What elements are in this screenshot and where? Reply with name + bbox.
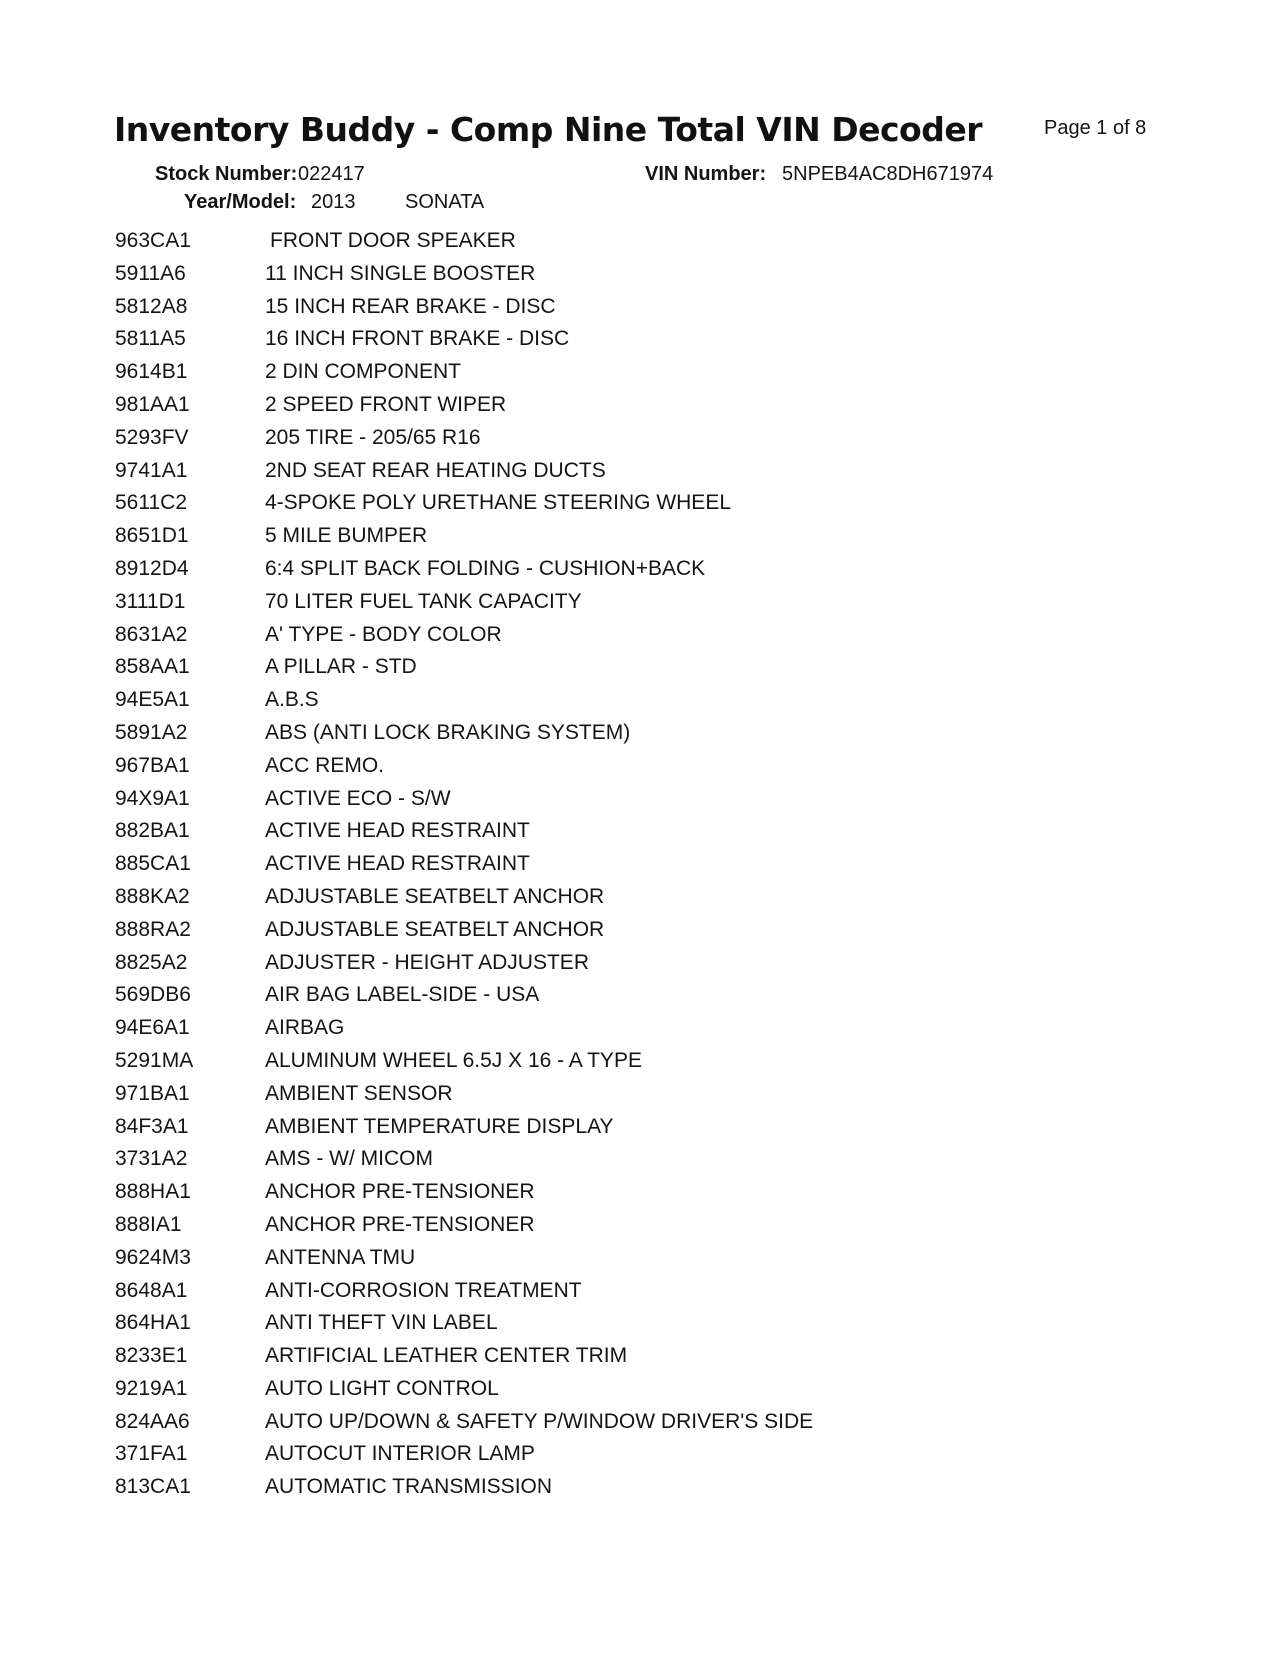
option-code: 882BA1 (115, 819, 190, 843)
option-description: ARTIFICIAL LEATHER CENTER TRIM (265, 1344, 628, 1368)
option-description: AUTO LIGHT CONTROL (265, 1376, 499, 1400)
option-description: AMBIENT SENSOR (265, 1081, 453, 1105)
option-code: 885CA1 (115, 852, 191, 876)
option-code: 5891A2 (115, 720, 188, 744)
stock-number-label: Stock Number: (155, 163, 298, 185)
option-description: AMS - W/ MICOM (265, 1147, 433, 1171)
option-code: 864HA1 (115, 1311, 191, 1335)
option-code: 963CA1 (115, 229, 191, 252)
option-code: 971BA1 (115, 1081, 190, 1105)
year-value: 2013 (311, 191, 356, 213)
option-code: 9219A1 (115, 1376, 188, 1400)
option-code: 813CA1 (115, 1475, 191, 1499)
option-code: 888IA1 (115, 1212, 182, 1236)
option-description: 11 INCH SINGLE BOOSTER (265, 261, 536, 285)
option-code: 8631A2 (115, 622, 188, 646)
option-code: 371FA1 (115, 1442, 188, 1466)
option-description: ANCHOR PRE-TENSIONER (265, 1180, 535, 1204)
option-code: 824AA6 (115, 1409, 190, 1433)
model-value: SONATA (405, 191, 485, 213)
option-code: 858AA1 (115, 655, 190, 679)
option-code: 5291MA (115, 1048, 194, 1072)
option-code: 569DB6 (115, 983, 191, 1007)
option-code: 888RA2 (115, 917, 191, 941)
option-code: 8912D4 (115, 556, 189, 580)
option-description: ABS (ANTI LOCK BRAKING SYSTEM) (265, 720, 631, 744)
option-code: 967BA1 (115, 753, 190, 777)
option-description: A' TYPE - BODY COLOR (265, 622, 502, 646)
option-description: A PILLAR - STD (265, 655, 417, 679)
option-code: 8648A1 (115, 1278, 188, 1302)
option-description: ACTIVE HEAD RESTRAINT (265, 819, 530, 843)
option-code: 8825A2 (115, 950, 188, 974)
option-code: 9741A1 (115, 458, 188, 482)
option-code: 5811A5 (115, 327, 186, 351)
option-description: 4-SPOKE POLY URETHANE STEERING WHEEL (265, 491, 731, 515)
option-code: 5812A8 (115, 294, 188, 318)
option-description: AUTO UP/DOWN & SAFETY P/WINDOW DRIVER'S SIDE (265, 1409, 814, 1433)
option-description: ANTENNA TMU (265, 1245, 416, 1269)
vin-number-value: 5NPEB4AC8DH671974 (782, 163, 994, 185)
option-description: AMBIENT TEMPERATURE DISPLAY (265, 1114, 614, 1138)
option-description: 2ND SEAT REAR HEATING DUCTS (265, 458, 606, 482)
option-description: AIRBAG (265, 1016, 345, 1040)
option-code: 8651D1 (115, 524, 189, 548)
option-description: ACC REMO. (265, 753, 385, 777)
option-description: 5 MILE BUMPER (265, 524, 428, 548)
option-code: 94E5A1 (115, 688, 190, 712)
option-code: 9624M3 (115, 1245, 191, 1269)
option-description: ANCHOR PRE-TENSIONER (265, 1212, 535, 1236)
option-description: ANTI THEFT VIN LABEL (265, 1311, 498, 1335)
option-description: ADJUSTER - HEIGHT ADJUSTER (265, 950, 589, 974)
option-description: 16 INCH FRONT BRAKE - DISC (265, 327, 570, 351)
year-model-label: Year/Model: (184, 191, 297, 213)
option-code: 5611C2 (115, 491, 188, 515)
option-description: ALUMINUM WHEEL 6.5J X 16 - A TYPE (265, 1048, 642, 1072)
option-description: ACTIVE HEAD RESTRAINT (265, 852, 530, 876)
option-description: AUTOMATIC TRANSMISSION (265, 1475, 553, 1499)
stock-number-value: 022417 (298, 163, 365, 185)
option-description: ANTI-CORROSION TREATMENT (265, 1278, 582, 1302)
page-number: Page 1 of 8 (1044, 117, 1147, 139)
option-description: AUTOCUT INTERIOR LAMP (265, 1442, 535, 1466)
option-description: 15 INCH REAR BRAKE - DISC (265, 294, 556, 318)
option-code: 5911A6 (115, 261, 186, 285)
option-description: 2 DIN COMPONENT (265, 360, 462, 384)
option-code: 5293FV (115, 425, 189, 449)
option-description: 70 LITER FUEL TANK CAPACITY (265, 589, 582, 613)
option-code: 3731A2 (115, 1147, 188, 1171)
option-description: FRONT DOOR SPEAKER (270, 229, 516, 252)
option-description: ADJUSTABLE SEATBELT ANCHOR (265, 917, 605, 941)
option-description: 6:4 SPLIT BACK FOLDING - CUSHION+BACK (265, 556, 706, 580)
option-description: A.B.S (265, 688, 319, 712)
option-code: 3111D1 (115, 589, 186, 613)
option-code: 888HA1 (115, 1180, 191, 1204)
document-title: Inventory Buddy - Comp Nine Total VIN Decoder (114, 110, 982, 149)
option-code: 94E6A1 (115, 1016, 190, 1040)
option-description: 2 SPEED FRONT WIPER (265, 392, 507, 416)
option-description: ACTIVE ECO - S/W (265, 786, 451, 810)
vin-number-label: VIN Number: (645, 163, 767, 185)
option-code: 84F3A1 (115, 1114, 189, 1138)
option-code: 94X9A1 (115, 786, 190, 810)
option-description: AIR BAG LABEL-SIDE - USA (265, 983, 540, 1007)
option-code: 981AA1 (115, 392, 190, 416)
option-description: ADJUSTABLE SEATBELT ANCHOR (265, 884, 605, 908)
option-code: 8233E1 (115, 1344, 188, 1368)
option-code: 9614B1 (115, 360, 188, 384)
option-code: 888KA2 (115, 884, 190, 908)
option-description: 205 TIRE - 205/65 R16 (265, 425, 481, 449)
